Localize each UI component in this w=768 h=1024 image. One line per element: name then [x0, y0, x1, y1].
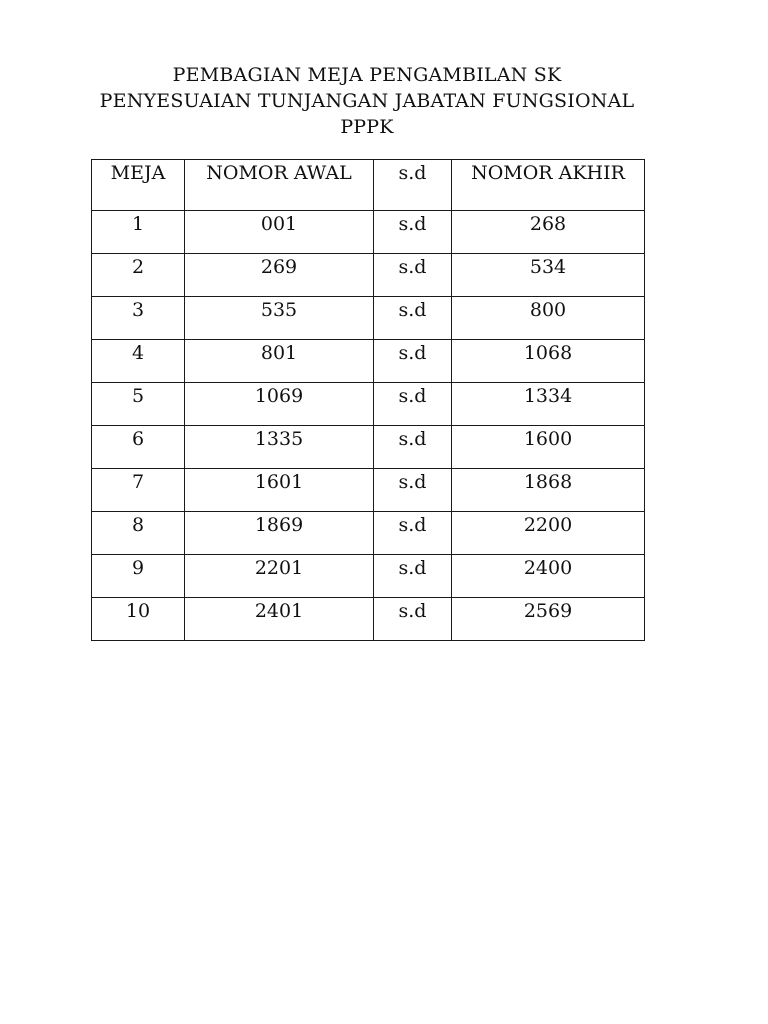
table-row: [92, 254, 645, 297]
cell-nomor-awal: 2201: [185, 555, 374, 598]
cell-nomor-awal: 801: [185, 340, 374, 383]
table-row: [92, 598, 645, 641]
cell-nomor-awal: 535: [185, 297, 374, 340]
cell-meja: 10: [92, 598, 185, 641]
cell-nomor-akhir: 1334: [452, 383, 645, 426]
table-row: [92, 469, 645, 512]
table-row: [92, 340, 645, 383]
header-sd: s.d: [374, 160, 452, 211]
cell-meja: 9: [92, 555, 185, 598]
cell-meja: 2: [92, 254, 185, 297]
cell-sd: s.d: [374, 598, 452, 641]
table-row: [92, 555, 645, 598]
header-nomor-awal: NOMOR AWAL: [185, 160, 374, 211]
cell-sd: s.d: [374, 254, 452, 297]
title-line-1: PEMBAGIAN MEJA PENGAMBILAN SK: [172, 64, 562, 86]
title-line-2: PENYESUAIAN TUNJANGAN JABATAN FUNGSIONAL: [99, 90, 635, 112]
cell-sd: s.d: [374, 383, 452, 426]
table-row: [92, 426, 645, 469]
cell-sd: s.d: [374, 297, 452, 340]
cell-nomor-awal: 001: [185, 211, 374, 254]
cell-nomor-akhir: 2569: [452, 598, 645, 641]
cell-sd: s.d: [374, 512, 452, 555]
cell-nomor-awal: 269: [185, 254, 374, 297]
cell-nomor-akhir: 1600: [452, 426, 645, 469]
table-row: [92, 297, 645, 340]
cell-meja: 5: [92, 383, 185, 426]
cell-nomor-akhir: 534: [452, 254, 645, 297]
cell-nomor-akhir: 800: [452, 297, 645, 340]
cell-nomor-akhir: 2400: [452, 555, 645, 598]
table-row: [92, 211, 645, 254]
distribution-table: [91, 159, 645, 641]
cell-sd: s.d: [374, 426, 452, 469]
table-header-row: [92, 160, 645, 211]
cell-meja: 6: [92, 426, 185, 469]
cell-nomor-awal: 2401: [185, 598, 374, 641]
document-title: [0, 62, 734, 140]
cell-sd: s.d: [374, 211, 452, 254]
cell-meja: 8: [92, 512, 185, 555]
cell-nomor-awal: 1869: [185, 512, 374, 555]
cell-nomor-akhir: 1068: [452, 340, 645, 383]
cell-sd: s.d: [374, 469, 452, 512]
table-row: [92, 512, 645, 555]
cell-nomor-awal: 1601: [185, 469, 374, 512]
cell-nomor-akhir: 268: [452, 211, 645, 254]
cell-nomor-awal: 1069: [185, 383, 374, 426]
title-line-3: PPPK: [340, 116, 394, 138]
cell-nomor-akhir: 1868: [452, 469, 645, 512]
header-nomor-akhir: NOMOR AKHIR: [452, 160, 645, 211]
cell-nomor-awal: 1335: [185, 426, 374, 469]
cell-sd: s.d: [374, 555, 452, 598]
table-row: [92, 383, 645, 426]
cell-meja: 3: [92, 297, 185, 340]
cell-nomor-akhir: 2200: [452, 512, 645, 555]
header-meja: MEJA: [92, 160, 185, 211]
cell-meja: 7: [92, 469, 185, 512]
cell-sd: s.d: [374, 340, 452, 383]
cell-meja: 1: [92, 211, 185, 254]
cell-meja: 4: [92, 340, 185, 383]
